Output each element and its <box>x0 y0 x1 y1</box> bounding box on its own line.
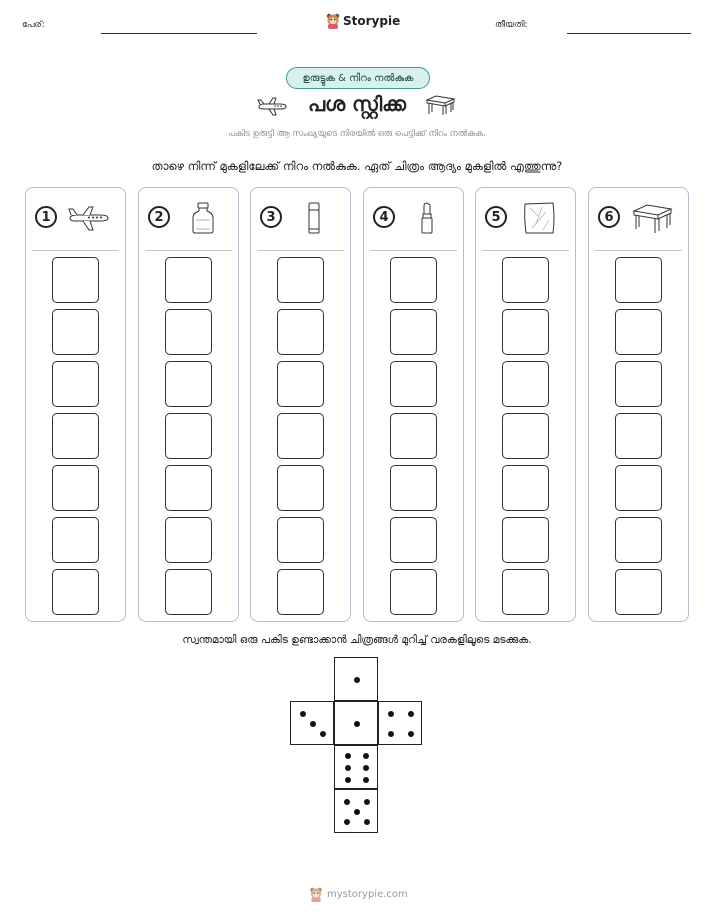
dice-pip <box>345 777 351 783</box>
instruction-text: താഴെ നിന്ന് മുകളിലേക്ക് നിറം നൽകുക. ഏത് ചിത്രം ആദ്യം മുകളിൽ എത്തുന്നു? <box>151 159 563 173</box>
subtitle: പകിട ഉരുട്ടി ആ സംഖ്യയുടെ നിരയിൽ ഒരു പെട്ടിക്ക് നിറം നൽകുക. <box>228 129 486 139</box>
plastic-bag-icon <box>516 202 562 234</box>
color-box[interactable] <box>502 569 549 615</box>
color-box[interactable] <box>615 361 662 407</box>
color-box[interactable] <box>277 413 324 459</box>
column-divider <box>32 250 119 251</box>
color-box[interactable] <box>390 413 437 459</box>
color-box[interactable] <box>502 361 549 407</box>
color-box[interactable] <box>52 309 99 355</box>
name-label: പേര്: <box>22 20 45 30</box>
color-box[interactable] <box>165 569 212 615</box>
name-line[interactable] <box>101 33 257 34</box>
dice-pip <box>363 765 369 771</box>
dice-pip <box>364 799 370 805</box>
color-box[interactable] <box>52 569 99 615</box>
column-divider <box>482 250 569 251</box>
dice-pip <box>344 799 350 805</box>
brand-logo <box>326 13 400 29</box>
glass-bottle-icon <box>179 202 225 234</box>
column-number: 6 <box>598 206 620 228</box>
color-box[interactable] <box>52 465 99 511</box>
color-box[interactable] <box>52 257 99 303</box>
column-1 <box>25 187 126 622</box>
brand-name: Storypie <box>343 14 401 28</box>
color-box[interactable] <box>502 309 549 355</box>
color-box[interactable] <box>52 413 99 459</box>
column-4 <box>363 187 464 622</box>
dice-net-instruction: സ്വന്തമായി ഒരു പകിട ഉണ്ടാക്കാൻ ചിത്രങ്ങൾ മുറിച്ച് വരകളിലൂടെ മടക്കുക. <box>182 634 532 646</box>
dice-pip <box>320 731 326 737</box>
page-title: പശ സ്റ്റിക്ക <box>307 92 407 116</box>
color-box[interactable] <box>615 309 662 355</box>
column-divider <box>370 250 457 251</box>
color-box[interactable] <box>615 569 662 615</box>
color-box[interactable] <box>165 361 212 407</box>
color-box[interactable] <box>52 361 99 407</box>
dice-pip <box>363 777 369 783</box>
date-line[interactable] <box>567 33 691 34</box>
color-box[interactable] <box>277 569 324 615</box>
color-box[interactable] <box>390 257 437 303</box>
color-box[interactable] <box>502 257 549 303</box>
column-number: 2 <box>148 206 170 228</box>
airplane-icon <box>66 202 112 234</box>
color-box[interactable] <box>165 309 212 355</box>
column-2 <box>138 187 239 622</box>
color-box[interactable] <box>52 517 99 563</box>
column-number: 4 <box>373 206 395 228</box>
color-box[interactable] <box>277 517 324 563</box>
column-6 <box>588 187 689 622</box>
column-divider <box>595 250 682 251</box>
storypie-logo-icon <box>326 13 340 29</box>
title-table-icon <box>424 94 456 116</box>
color-box[interactable] <box>615 517 662 563</box>
footer-url[interactable]: mystorypie.com <box>327 889 408 900</box>
column-5 <box>475 187 576 622</box>
color-box[interactable] <box>165 517 212 563</box>
color-box[interactable] <box>502 413 549 459</box>
color-box[interactable] <box>390 569 437 615</box>
color-box[interactable] <box>502 465 549 511</box>
dice-face <box>378 701 422 745</box>
dice-pip <box>388 711 394 717</box>
dice-pip <box>408 731 414 737</box>
color-box[interactable] <box>502 517 549 563</box>
dice-face <box>290 701 334 745</box>
dice-pip <box>354 809 360 815</box>
dice-face <box>334 745 378 789</box>
lipstick-icon <box>404 202 450 234</box>
color-box[interactable] <box>165 257 212 303</box>
column-divider <box>257 250 344 251</box>
color-box[interactable] <box>277 309 324 355</box>
color-box[interactable] <box>615 257 662 303</box>
column-number: 3 <box>260 206 282 228</box>
color-box[interactable] <box>615 413 662 459</box>
footer <box>309 887 408 902</box>
color-box[interactable] <box>165 413 212 459</box>
column-divider <box>145 250 232 251</box>
color-box[interactable] <box>615 465 662 511</box>
dice-pip <box>300 711 306 717</box>
color-box[interactable] <box>390 309 437 355</box>
date-label: തീയതി: <box>495 20 528 30</box>
dice-pip <box>310 721 316 727</box>
dice-pip <box>408 711 414 717</box>
activity-badge: ഉരുട്ടുക & നിറം നൽകുക <box>286 67 430 89</box>
color-box[interactable] <box>277 361 324 407</box>
color-box[interactable] <box>390 517 437 563</box>
dice-pip <box>345 753 351 759</box>
color-box[interactable] <box>165 465 212 511</box>
dice-face <box>334 789 378 833</box>
table-icon <box>629 202 675 234</box>
dice-pip <box>344 819 350 825</box>
dice-pip <box>363 753 369 759</box>
dice-pip <box>345 765 351 771</box>
dice-pip <box>354 677 360 683</box>
dice-pip <box>388 731 394 737</box>
dice-pip <box>354 721 360 727</box>
dice-face <box>334 657 378 701</box>
dice-face <box>334 701 378 745</box>
color-box[interactable] <box>277 257 324 303</box>
color-box[interactable] <box>390 465 437 511</box>
dice-pip <box>364 819 370 825</box>
color-box[interactable] <box>390 361 437 407</box>
column-3 <box>250 187 351 622</box>
column-number: 1 <box>35 206 57 228</box>
storypie-logo-icon <box>309 887 323 902</box>
color-box[interactable] <box>277 465 324 511</box>
column-number: 5 <box>485 206 507 228</box>
glue-stick-icon <box>291 202 337 234</box>
